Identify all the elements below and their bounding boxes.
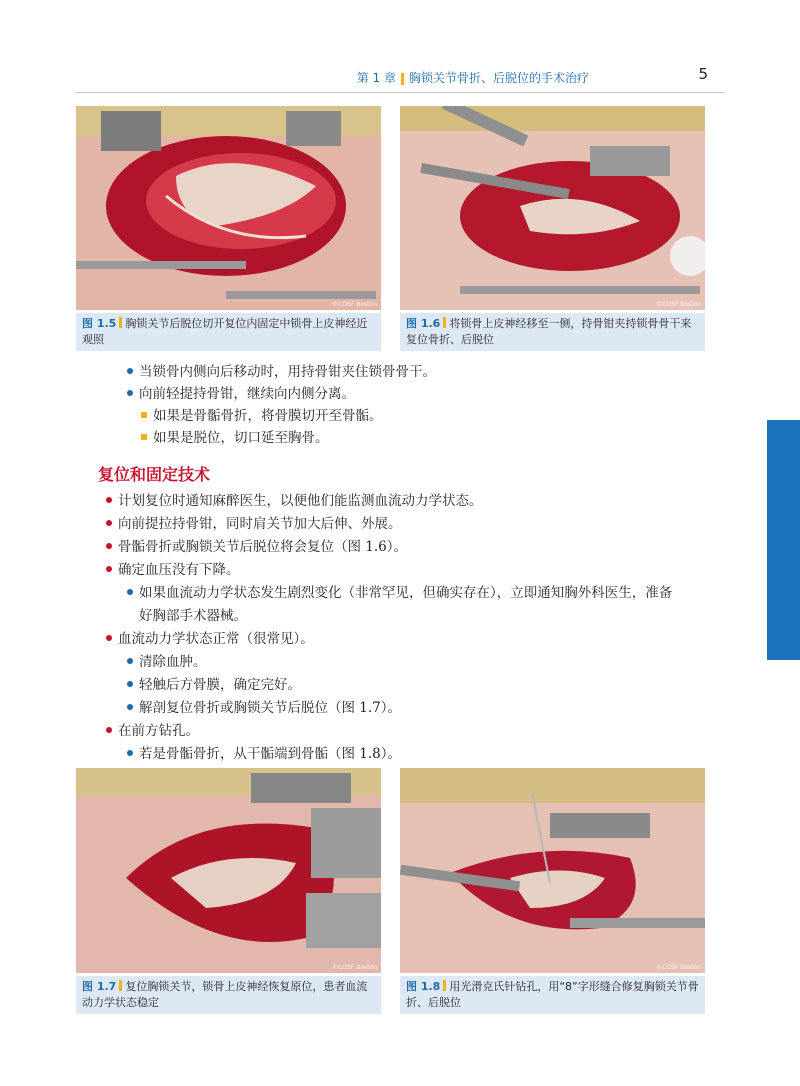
figure-1-5-photo xyxy=(76,106,381,310)
list-subitem: 如果血流动力学状态发生剧烈变化（非常罕见，但确实存在），立即通知胸外科医生，准备 xyxy=(127,582,672,604)
list-subitem: 清除血肿。 xyxy=(127,651,207,673)
running-header xyxy=(0,62,800,90)
caption-bar xyxy=(119,317,122,328)
chapter-side-tab xyxy=(767,420,800,660)
caption-bar xyxy=(443,317,446,328)
list-item: 骨骺骨折或胸锁关节后脱位将会复位（图 1.6）。 xyxy=(106,536,407,558)
square-bullet xyxy=(141,434,147,440)
photo-credit: ©COSF Boston xyxy=(656,301,701,308)
list-subitem: 若是骨骺骨折，从干骺端到骨骺（图 1.8）。 xyxy=(127,743,401,765)
photo-credit: ©COSF Boston xyxy=(332,964,377,971)
figure-1-8-caption xyxy=(400,976,705,1014)
bullet xyxy=(127,390,133,396)
chapter-title: 胸锁关节骨折、后脱位的手术治疗 xyxy=(408,71,589,85)
figure-label: 图 1.8 xyxy=(406,980,441,993)
bullet xyxy=(106,543,112,549)
bullet xyxy=(106,497,112,503)
list-item: 向前轻提持骨钳，继续向内侧分离。 xyxy=(127,383,355,405)
bullet xyxy=(127,368,133,374)
list-item: 血流动力学状态正常（很常见）。 xyxy=(106,628,314,650)
section-title: 复位和固定技术 xyxy=(98,465,211,484)
figure-1-7-caption xyxy=(76,976,381,1014)
figure-label: 图 1.5 xyxy=(82,317,117,330)
list-item: 确定血压没有下降。 xyxy=(106,559,240,581)
list-subitem: 如果是脱位，切口延至胸骨。 xyxy=(141,427,329,449)
bullet xyxy=(106,520,112,526)
figure-label: 图 1.6 xyxy=(406,317,441,330)
list-item: 向前提拉持骨钳，同时肩关节加大后伸、外展。 xyxy=(106,513,402,535)
chapter-heading xyxy=(357,69,589,86)
caption-text: 用光滑克氏针钻孔，用“8”字形缝合修复胸锁关节骨折、后脱位 xyxy=(406,980,699,1009)
figure-label: 图 1.7 xyxy=(82,980,117,993)
list-item: 计划复位时通知麻醉医生，以便他们能监测血流动力学状态。 xyxy=(106,490,483,512)
figure-1-8-photo xyxy=(400,768,705,973)
bullet xyxy=(106,727,112,733)
bullet xyxy=(127,704,133,710)
list-subitem: 轻触后方骨膜，确定完好。 xyxy=(127,674,301,696)
bullet xyxy=(127,658,133,664)
header-rule xyxy=(75,92,725,93)
caption-bar xyxy=(119,980,122,991)
square-bullet xyxy=(141,412,147,418)
list-item: 在前方钻孔。 xyxy=(106,720,199,742)
caption-text: 复位胸锁关节，锁骨上皮神经恢复原位，患者血流动力学状态稳定 xyxy=(82,980,368,1009)
caption-bar xyxy=(443,980,446,991)
list-subitem: 解剖复位骨折或胸锁关节后脱位（图 1.7）。 xyxy=(127,697,401,719)
separator-bar xyxy=(401,73,404,85)
list-item: 当锁骨内侧向后移动时，用持骨钳夹住锁骨骨干。 xyxy=(127,361,436,383)
figure-1-7-photo xyxy=(76,768,381,973)
list-subitem-continuation: 好胸部手术器械。 xyxy=(139,608,247,624)
figure-1-5-caption xyxy=(76,313,381,351)
bullet xyxy=(106,635,112,641)
bullet xyxy=(127,681,133,687)
bullet xyxy=(127,589,133,595)
bullet xyxy=(106,566,112,572)
photo-credit: ©COSF Boston xyxy=(332,301,377,308)
photo-credit: ©COSF Boston xyxy=(656,964,701,971)
list-subitem: 如果是骨骺骨折，将骨膜切开至骨骺。 xyxy=(141,405,383,427)
caption-text: 胸锁关节后脱位切开复位内固定中锁骨上皮神经近观照 xyxy=(82,317,368,346)
figure-1-6-photo xyxy=(400,106,705,310)
figure-1-6-caption xyxy=(400,313,705,351)
bullet xyxy=(127,750,133,756)
caption-text: 将锁骨上皮神经移至一侧，持骨钳夹持锁骨骨干来复位骨折、后脱位 xyxy=(406,317,692,346)
chapter-number: 第 1 章 xyxy=(356,71,396,85)
page-number: 5 xyxy=(698,65,708,83)
